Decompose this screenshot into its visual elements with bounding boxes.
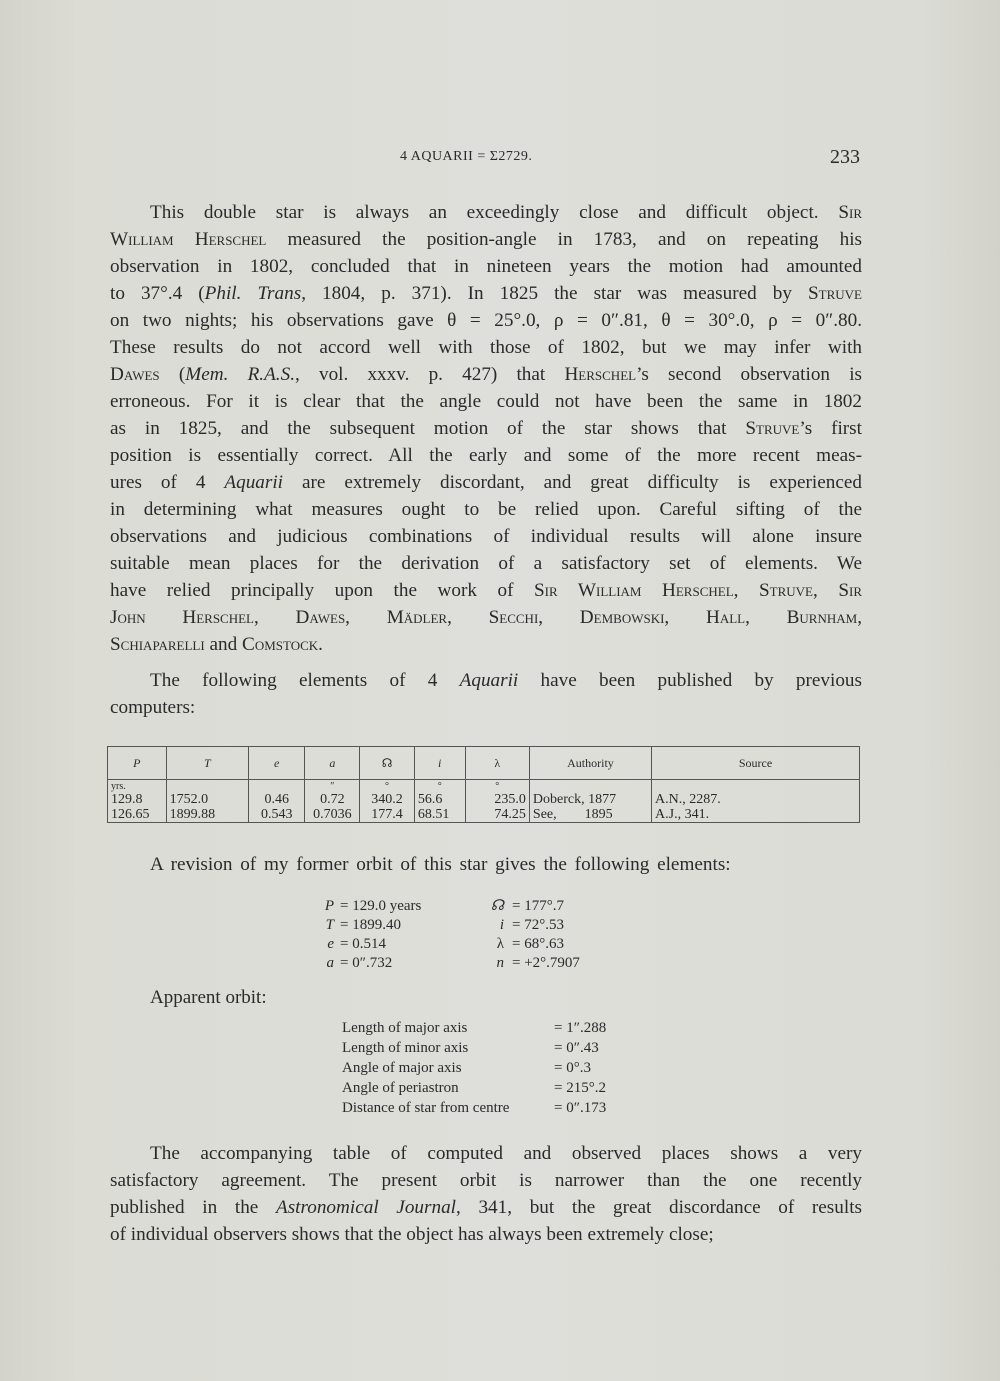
header-lambda: λ <box>465 747 529 780</box>
text-line: Dawes (Mem. R.A.S., vol. xxxv. p. 427) that Herschel’s second observation is <box>110 364 863 385</box>
text-line: to 37°.4 (Phil. Trans, 1804, p. 371). In 1825 the star was measured by Struve <box>110 283 862 304</box>
item-label: Angle of periastron <box>342 1080 459 1096</box>
page-number: 233 <box>830 146 860 168</box>
element-symbol: T <box>325 917 334 933</box>
item-value: = 215°.2 <box>554 1080 606 1096</box>
paragraph-previous-computers <box>110 667 862 721</box>
element-symbol: λ <box>496 936 504 952</box>
header-e: e <box>248 747 305 780</box>
header-source: Source <box>652 747 860 780</box>
italic-text: Aquarii <box>459 670 519 691</box>
text-line: published in the Astronomical Journal, 341, but the great discordance of results <box>110 1197 863 1218</box>
table-cell: 340.2 <box>360 792 415 807</box>
text-line: of individual observers shows that the object has always been extremely close; <box>110 1224 714 1245</box>
table-cell: 56.6 <box>414 792 465 807</box>
header-i: i <box>414 747 465 780</box>
table-cell: 235.0 <box>465 792 529 807</box>
units-row <box>108 780 860 793</box>
text-line: in determining what measures ought to be relied upon. Careful sifting of the <box>110 499 862 520</box>
small-caps-name: Comstock <box>242 634 319 655</box>
element-symbol: ☊ <box>490 898 504 914</box>
running-title: 4 AQUARII = Σ2729. <box>400 149 533 164</box>
italic-text: Phil. Trans <box>204 283 302 304</box>
unit-cell: ° <box>414 780 465 793</box>
item-label: Distance of star from centre <box>342 1100 510 1116</box>
table-cell: Doberck, 1877 <box>529 792 651 807</box>
element-symbol: a <box>326 955 334 971</box>
text-line: observation in 1802, concluded that in nineteen years the motion had amounted <box>110 256 862 277</box>
element-value: = 0.514 <box>340 936 386 952</box>
element-symbol: e <box>327 936 334 952</box>
previous-elements-table <box>107 746 860 823</box>
table-cell: 126.65 <box>108 807 167 823</box>
italic-text: Aquarii <box>224 472 284 493</box>
table-cell: A.N., 2287. <box>652 792 860 807</box>
text-line: Schiaparelli and Comstock. <box>110 634 323 655</box>
small-caps-name: Sir <box>838 202 862 223</box>
paragraph-comparison <box>110 1140 862 1248</box>
small-caps-name: Dawes <box>110 364 160 385</box>
table-cell: 1899.88 <box>166 807 248 823</box>
revision-sentence: A revision of my former orbit of this star gives the following elements: <box>150 854 731 875</box>
item-label: Length of minor axis <box>342 1040 469 1056</box>
element-value: = +2°.7907 <box>512 955 580 971</box>
italic-text: Mem. R.A.S. <box>185 364 295 385</box>
text-line <box>110 604 862 631</box>
text-line: satisfactory agreement. The present orbit is narrower than the one recently <box>110 1170 862 1191</box>
apparent-orbit-label: Apparent orbit: <box>150 987 267 1008</box>
text-line: William Herschel measured the position-angle in 1783, and on repeating his <box>110 229 862 250</box>
header-node: ☊ <box>360 747 415 780</box>
unit-cell <box>248 780 305 793</box>
text-line: on two nights; his observations gave θ = 25°.0, ρ = 0″.81, θ = 30°.0, ρ = 0″.80. <box>110 310 862 331</box>
small-caps-name: Struve <box>745 418 800 439</box>
element-value: = 1899.40 <box>340 917 401 933</box>
paragraph-history <box>110 199 862 658</box>
table-row <box>108 807 860 823</box>
text-line: erroneous. For it is clear that the angle could not have been the same in 1802 <box>110 391 862 412</box>
small-caps-name: John Herschel, Dawes, Mädler, Secchi, Dembowski, Hall, Burnham, <box>110 607 862 628</box>
text-line: have relied principally upon the work of Sir William Herschel, Struve, Sir <box>110 580 862 601</box>
table-cell: 0.543 <box>248 807 305 823</box>
header-T: T <box>166 747 248 780</box>
text-line: The following elements of 4 Aquarii have been published by previous <box>150 670 862 691</box>
table-cell: 1752.0 <box>166 792 248 807</box>
element-symbol: i <box>499 917 504 933</box>
header-P: P <box>108 747 167 780</box>
table-cell: 0.72 <box>305 792 360 807</box>
text-line: observations and judicious combinations of individual results will alone insure <box>110 526 862 547</box>
small-caps-name: Herschel <box>564 364 637 385</box>
table-row <box>108 792 860 807</box>
table-cell: See, 1895 <box>529 807 651 823</box>
text-line: computers: <box>110 697 196 718</box>
text-line: as in 1825, and the subsequent motion of the star shows that Struve’s first <box>110 418 862 439</box>
header-a: a <box>305 747 360 780</box>
text-line: suitable mean places for the derivation of a satisfactory set of elements. We <box>110 553 862 574</box>
unit-cell: ° <box>360 780 415 793</box>
small-caps-name: Struve <box>807 283 862 304</box>
italic-text: Astronomical Journal <box>275 1197 456 1218</box>
text-line: The accompanying table of computed and observed places shows a very <box>150 1143 862 1164</box>
element-value: = 177°.7 <box>512 898 564 914</box>
item-value: = 0°.3 <box>554 1060 591 1076</box>
element-symbol: P <box>324 898 334 914</box>
unit-cell: ″ <box>305 780 360 793</box>
element-value: = 129.0 years <box>340 898 422 914</box>
table-cell: 129.8 <box>108 792 167 807</box>
small-caps-name: William Herschel <box>110 229 267 250</box>
table-cell: 0.7036 <box>305 807 360 823</box>
table-cell: 177.4 <box>360 807 415 823</box>
element-value: = 72°.53 <box>512 917 564 933</box>
item-value: = 1″.288 <box>554 1020 607 1036</box>
item-value: = 0″.43 <box>554 1040 599 1056</box>
header-authority: Authority <box>529 747 651 780</box>
element-value: = 0″.732 <box>340 955 393 971</box>
unit-cell: ° <box>465 780 529 793</box>
table-cell: 74.25 <box>465 807 529 823</box>
table-header-row <box>108 747 860 780</box>
unit-cell: yrs. <box>108 780 167 793</box>
unit-cell <box>166 780 248 793</box>
unit-cell <box>529 780 651 793</box>
text-line: position is essentially correct. All the early and some of the more recent meas- <box>110 445 862 466</box>
small-caps-name: Sir William Herschel, Struve, Sir <box>534 580 862 601</box>
table-cell: 68.51 <box>414 807 465 823</box>
unit-cell <box>652 780 860 793</box>
item-label: Length of major axis <box>342 1020 468 1036</box>
table-cell: 0.46 <box>248 792 305 807</box>
text-line: These results do not accord well with those of 1802, but we may infer with <box>110 337 862 358</box>
item-label: Angle of major axis <box>342 1060 462 1076</box>
table-cell: A.J., 341. <box>652 807 860 823</box>
small-caps-name: Schiaparelli <box>110 634 205 655</box>
element-value: = 68°.63 <box>512 936 564 952</box>
item-value: = 0″.173 <box>554 1100 607 1116</box>
text-line: ures of 4 Aquarii are extremely discordant, and great difficulty is experienced <box>110 472 862 493</box>
element-symbol: n <box>496 955 504 971</box>
text-line: This double star is always an exceedingly close and difficult object. Sir <box>150 202 862 223</box>
